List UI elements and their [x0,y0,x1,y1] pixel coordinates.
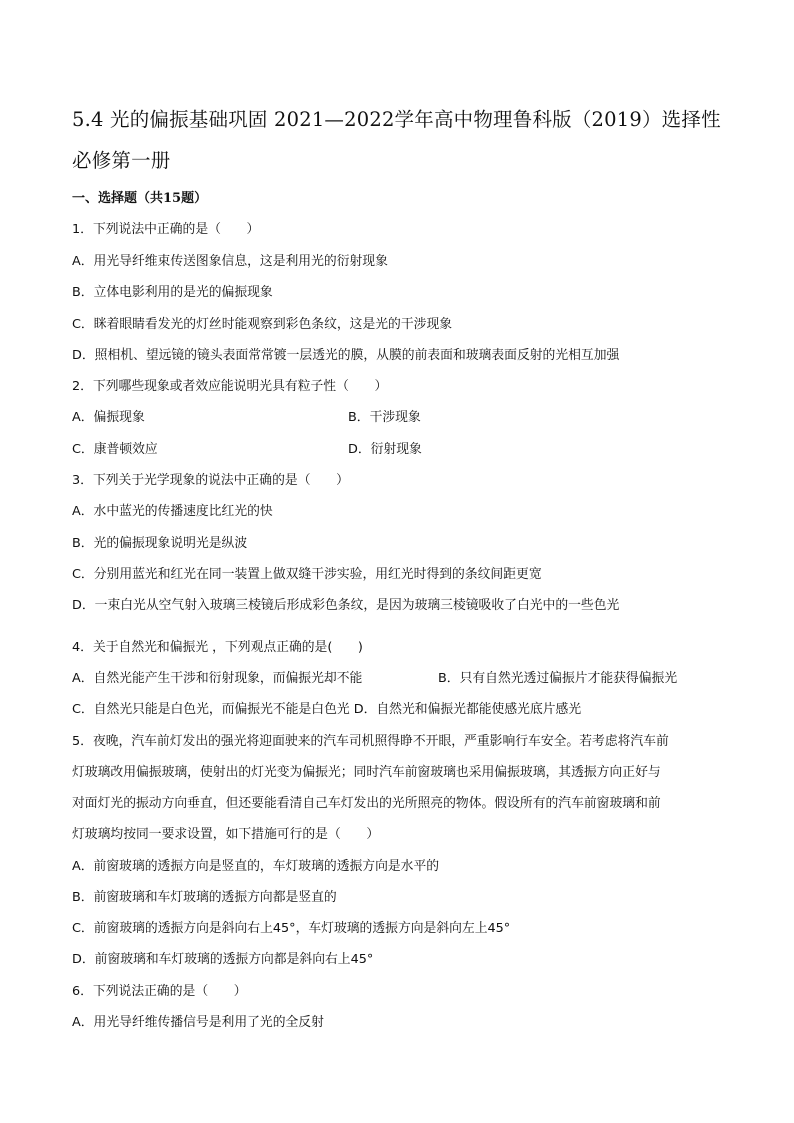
question-2-option-a: A．偏振现象 [72,410,145,425]
question-3-option-c: C．分别用蓝光和红光在同一装置上做双缝干涉实验，用红光时得到的条纹间距更宽 [72,567,542,582]
page-title: 5.4 光的偏振基础巩固 2021—2022学年高中物理鲁科版（2019）选择性必修第一册 [72,108,721,172]
question-1-option-b: B．立体电影利用的是光的偏振现象 [72,285,273,300]
question-4-option-b: B．只有自然光透过偏振片才能获得偏振光 [438,671,678,686]
question-4-stem: 4．关于自然光和偏振光 ，下列观点正确的是( ) [72,640,363,655]
question-1-option-c: C．眯着眼睛看发光的灯丝时能观察到彩色条纹，这是光的干涉现象 [72,317,453,332]
question-1-stem: 1．下列说法中正确的是（ ） [72,222,260,237]
question-2-stem: 2．下列哪些现象或者效应能说明光具有粒子性（ ） [72,379,388,394]
question-4-options-c-d: C．自然光只能是白色光，而偏振光不能是白色光 D．自然光和偏振光都能使感光底片感光 [72,702,582,717]
question-5-option-c: C．前窗玻璃的透振方向是斜向右上45°，车灯玻璃的透振方向是斜向左上45° [72,921,511,936]
question-1-option-a: A．用光导纤维束传送图象信息，这是利用光的衍射现象 [72,254,388,269]
question-3-option-d: D．一束白光从空气射入玻璃三棱镜后形成彩色条纹，是因为玻璃三棱镜吸收了白光中的一些色光 [72,598,620,613]
question-5-option-b: B．前窗玻璃和车灯玻璃的透振方向都是竖直的 [72,890,337,905]
question-2-option-c: C．康普顿效应 [72,442,158,457]
question-3-stem: 3．下列关于光学现象的说法中正确的是（ ） [72,473,349,488]
question-2-option-b: B．干涉现象 [348,410,421,425]
question-6-option-a: A．用光导纤维传播信号是利用了光的全反射 [72,1015,324,1030]
question-3-option-b: B．光的偏振现象说明光是纵波 [72,536,248,551]
question-5-stem-line-3: 对面灯光的振动方向垂直，但还要能看清自己车灯发出的光所照亮的物体。假设所有的汽车前窗玻璃和前 [72,796,661,811]
question-5-stem-line-1: 5．夜晚，汽车前灯发出的强光将迎面驶来的汽车司机照得睁不开眼，严重影响行车安全。若考虑将汽车前 [72,734,669,749]
question-6-stem: 6．下列说法正确的是（ ） [72,984,247,999]
question-5-option-d: D．前窗玻璃和车灯玻璃的透振方向都是斜向右上45° [72,952,374,967]
question-5-stem-line-4: 灯玻璃均按同一要求设置，如下措施可行的是（ ） [72,827,380,842]
question-5-stem-line-2: 灯玻璃改用偏振玻璃，使射出的灯光变为偏振光；同时汽车前窗玻璃也采用偏振玻璃，其透振方向正好与 [72,765,661,780]
question-2-option-d: D．衍射现象 [348,442,422,457]
question-3-option-a: A．水中蓝光的传播速度比红光的快 [72,504,273,519]
section-heading: 一、选择题（共15题） [72,191,208,206]
question-4-option-a: A．自然光能产生干涉和衍射现象，而偏振光却不能 [72,671,363,686]
question-5-option-a: A．前窗玻璃的透振方向是竖直的，车灯玻璃的透振方向是水平的 [72,859,440,874]
question-1-option-d: D．照相机、望远镜的镜头表面常常镀一层透光的膜，从膜的前表面和玻璃表面反射的光相互加强 [72,348,620,363]
